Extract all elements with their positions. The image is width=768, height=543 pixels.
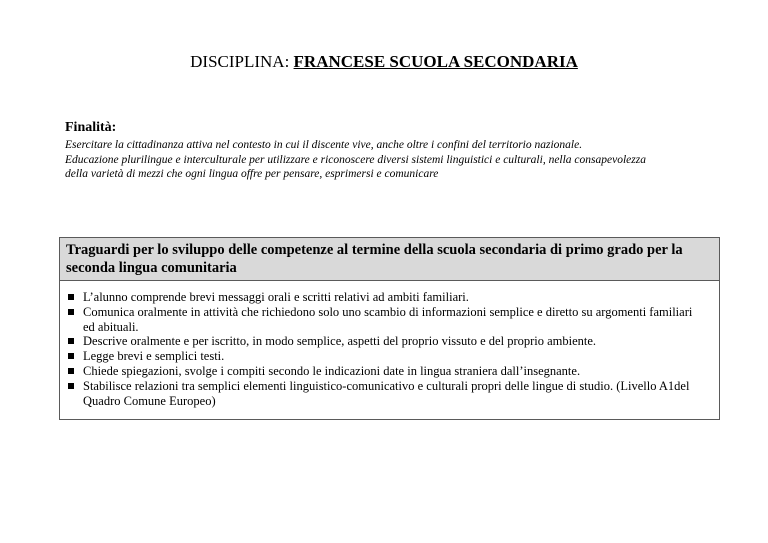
finalita-line: Esercitare la cittadinanza attiva nel contesto in cui il discente vive, anche oltre i confini del territorio nazionale. <box>65 139 583 151</box>
list-item <box>68 349 711 364</box>
square-bullet-icon <box>68 383 74 389</box>
square-bullet-icon <box>68 294 74 300</box>
list-item <box>68 334 711 349</box>
traguardi-heading-line: Traguardi per lo sviluppo delle competenze al termine della scuola secondaria di primo grado per la <box>66 242 683 258</box>
square-bullet-icon <box>68 368 74 374</box>
list-item-text: Quadro Comune Europeo) <box>83 393 216 408</box>
list-item-text: Chiede spiegazioni, svolge i compiti secondo le indicazioni date in lingua straniera dall’insegnante. <box>83 363 581 378</box>
title-prefix: DISCIPLINA: <box>190 52 294 71</box>
finalita-text <box>65 138 745 182</box>
page-title <box>0 52 768 72</box>
list-item <box>68 364 711 379</box>
list-item-text: Stabilisce relazioni tra semplici elementi linguistico-comunicativo e culturali propri delle lingue di studio. (Livello A1del <box>83 378 690 393</box>
traguardi-box <box>59 237 720 420</box>
finalita-line: Educazione plurilingue e interculturale per utilizzare e riconoscere diversi sistemi linguistici e culturali, nella consapevolezza <box>65 153 646 166</box>
list-item-text: Legge brevi e semplici testi. <box>83 349 225 364</box>
list-item <box>68 305 711 335</box>
list-item-text: Descrive oralmente e per iscritto, in modo semplice, aspetti del proprio vissuto e del proprio ambiente. <box>83 334 597 349</box>
traguardi-heading-line: seconda lingua comunitaria <box>66 260 237 276</box>
square-bullet-icon <box>68 353 74 359</box>
finalita-line: della varietà di mezzi che ogni lingua offre per pensare, esprimersi e comunicare <box>65 168 439 180</box>
list-item-text: Comunica oralmente in attività che richiedono solo uno scambio di informazioni semplice e diretto su argomenti familiari <box>83 304 693 319</box>
traguardi-heading <box>60 238 719 281</box>
list-item <box>68 290 711 305</box>
square-bullet-icon <box>68 338 74 344</box>
list-item-text: ed abituali. <box>83 319 139 334</box>
finalita-section <box>65 119 745 182</box>
title-subject: FRANCESE SCUOLA SECONDARIA <box>293 52 578 71</box>
traguardi-list <box>60 281 719 408</box>
finalita-heading: Finalità: <box>65 120 117 135</box>
list-item <box>68 379 711 409</box>
list-item-text: L’alunno comprende brevi messaggi orali e scritti relativi ad ambiti familiari. <box>83 290 469 304</box>
square-bullet-icon <box>68 309 74 315</box>
